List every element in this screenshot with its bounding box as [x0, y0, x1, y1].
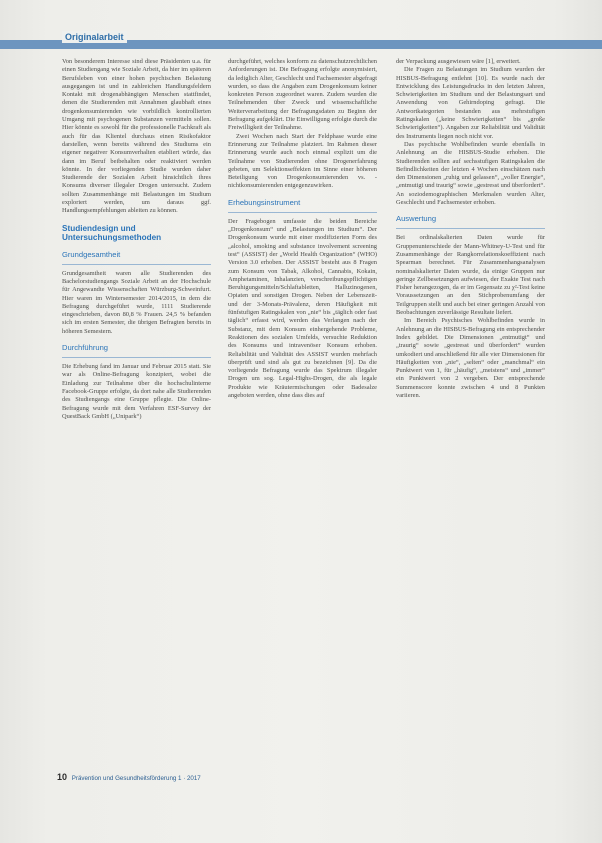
- paragraph: der Verpackung ausgewiesen wäre [1], erweitert.: [396, 58, 521, 65]
- subsection-heading: Grundgesamtheit: [62, 249, 121, 259]
- column-3: [396, 58, 545, 400]
- divider: [62, 264, 211, 265]
- paragraph: Die Erhebung fand im Januar und Februar 2015 statt. Sie war als Online-Befragung konzipiert, wobei die Einladung zur Teilnahme über die hochschulinterne Facebook-Gruppe erfolgte, da dort nahe alle Studierenden des Studiengangs eine Gruppe pflegte. Die Online-Befragung wurde mit dem Verfahren ESF-Survey der QuestBack GmbH („Unipark“): [62, 363, 211, 420]
- divider: [396, 228, 545, 229]
- paragraph: durchgeführt, welches konform zu datenschutzrechtlichen Anforderungen ist. Die Befragung erfolgte anonymisiert, da lediglich Alter, Geschlecht und Fachsemester abgefragt wurden, so dass die Angaben zum Drogenkonsum keiner konkreten Person zugeordnet waren. Zudem wurden die Teilnehmenden über Zweck und wissenschaftliche Weiterverarbeitung der Befragungsdaten zu Beginn der Befragung aufgeklärt. Die Einwilligung erfolgte durch die Freiwilligkeit der Teilnahme.: [228, 58, 377, 132]
- paragraph: Grundgesamtheit waren alle Studierenden des Bachelorstudiengangs Soziale Arbeit an der Hochschule für Angewandte Wissenschaften Würzburg-Schweinfurt. Hier waren im Wintersemester 2014/2015, in dem die Befragung durchgeführt wurde, 1111 Studierende eingeschrieben, davon 80,8 % Frauen. 24,5 % befanden sich im ersten Semester, die übrigen Befragten bereits in höheren Semestern.: [62, 269, 211, 335]
- paragraph: Die Fragen zu Belastungen im Studium wurden der HISBUS-Befragung entlehnt [10]. Es wurde nach der Entwicklung des Leistungsdrucks in den letzten Jahren, Schwierigkeiten im Studium und der Belastungsart und Anwendung von Gehirndoping gefragt. Die Antwortkategorien bestanden aus mehrstufigen Ratingskalen („keine Schwierigkeiten“ bis „große Schwierigkeiten“). Angaben zur Reliabilität und Validität des Instruments liegen noch nicht vor.: [396, 66, 545, 140]
- paragraph: Im Bereich Psychisches Wohlbefinden wurde in Anlehnung an die HISBUS-Befragung ein entsprechender Index gebildet. Die Dimensionen „entmutigt“ und „traurig“ sowie „gestresst und überfordert“ wurden umkodiert und anschließend für alle vier Dimensionen für Häufigkeiten von „nie“, „selten“ oder „manchmal“ ein Punktwert von 1, für „häufig“, „meistens“ und „immer“ ein Punktwert von 2 vergeben. Der entsprechende Summenscore konnte zwischen 4 und 8 Punkten variieren.: [396, 317, 545, 399]
- divider: [62, 357, 211, 358]
- journal-name: Prävention und Gesundheitsförderung 1 · 2017: [71, 775, 201, 782]
- section-label: Originalarbeit: [62, 31, 127, 43]
- page-footer: [57, 772, 201, 782]
- subsection-heading: Auswertung: [396, 214, 437, 224]
- column-2: [228, 58, 377, 400]
- divider: [228, 212, 377, 213]
- paragraph: Von besonderem Interesse sind diese Präsidenten u.a. für einen Studiengang wie Soziale Arbeit, da hier im späteren Berufsleben von einer hohen psychischen Belastung ausgegangen ist und in zahlreichen Handlungsfeldern Kontakt mit drogenabhängigen Menschen stattfindet, denen die Studierenden mit Annahmen glaubhaft eines drogenkonsumierenden wie vorbildlich kontrollierten Umgang mit psychogenen Substanzen vermitteln sollen. Hier könnte es sowohl für die professionelle Fachkraft als auch für das Klientel durchaus einen Risikofaktor darstellen, wenn bereits während des Studiums ein eigener negativer Konsumverhalten etabliert würde, das dann im Beruf beibehalten oder reaktiviert werden könnte. In der vorliegenden Studie wurden daher Studierende der Sozialen Arbeit hinsichtlich ihres Konsums diverser illegaler Drogen untersucht. Zudem sollten Zusammenhänge mit Belastungen im Studium exploriert werden, um daraus ggf. Handlungsempfehlungen ableiten zu können.: [62, 58, 211, 215]
- section-heading: Studiendesign und Untersuchungsmethoden: [62, 223, 162, 243]
- subsection-heading: Erhebungsinstrument: [228, 197, 301, 207]
- column-1: [62, 58, 211, 421]
- paragraph: Der Fragebogen umfasste die beiden Bereiche „Drogenkonsum“ und „Belastungen im Studium“. Der Drogenkonsum wurde mit einer modifizierten Form des „alcohol, smoking and substance involvement screening test“ (ASSIST) der „World Health Organization“ (WHO) Version 3.0 erhoben. Der ASSIST besteht aus 8 Fragen zum Konsum von Tabak, Alkohol, Cannabis, Kokain, Amphetaminen, Inhalanzien, verschreibungspflichtigen Beruhigungsmitteln/Schlaftabletten, Halluzinogenen, Opiaten und sonstigen Drogen. Neben der Lebenszeit- und der 3-Monats-Prävalenz, deren Häufigkeit mit fünfstufigen Ratingskalen von „nie“ bis „täglich oder fast täglich“ erfasst wird, werden das Verlangen nach der Substanz, mit dem Konsum einhergehende Probleme, Reaktionen des sozialen Umfelds, versuchte Reduktion des Konsums und intravenöser Konsum erhoben. Reliabilität und Validität des ASSIST wurden mehrfach überprüft und sind als gut zu bezeichnen [9]. Da die vorliegende Befragung wurde das Spektrum illegaler Drogen um sog. Legal-Highs-Drogen, die als legale Produkte wie Kräutermischungen oder Badesalze angeboten werden, ohne dass dies auf: [228, 217, 377, 399]
- paragraph: Das psychische Wohlbefinden wurde ebenfalls in Anlehnung an die HISBUS-Studie erhoben. Die Studierenden sollten auf sechsstufigen Ratingskalen die Befindlichkeiten der letzten 4 Wochen einschätzen nach den Dimensionen „ruhig und gelassen“, „voller Energie“, „entmutigt und traurig“ sowie „gestresst und überfordert“. An soziodemographischen Merkmalen wurden Alter, Geschlecht und Fachsemester erhoben.: [396, 140, 545, 207]
- page-number: 10: [57, 772, 68, 782]
- subsection-heading: Durchführung: [62, 343, 109, 353]
- paragraph: Bei ordinalskalierten Daten wurde für Gruppenunterschiede der Mann-Whitney-U-Test und für Zusammenhänge der Rangkorrelationskoeffizient nach Spearman berechnet. Für Zusammenhangsanalysen nominalskalierter Daten wurde, da einige Gruppen nur geringe Zellbesetzungen aufwiesen, der Exakte Test nach Fisher herangezogen, da er im Gegensatz zu χ²-Test keine Voraussetzungen an den Stichprobenumfang der Teilgruppen stellt und auch bei einer geringen Anzahl von Beobachtungen zuverlässige Resultate liefert.: [396, 234, 545, 317]
- paragraph: Zwei Wochen nach Start der Feldphase wurde eine Erinnerung zur Teilnahme platziert. Im Rahmen dieser Erinnerung wurde auch noch einmal explizit um die Teilnahme von Studierenden ohne Drogenerfahrung gebeten, um Selektionseffekten im Sinne einer höheren Beteiligung von Drogenkonsumierenden vs. -nichtkonsumierenden entgegenzuwirken.: [228, 132, 377, 190]
